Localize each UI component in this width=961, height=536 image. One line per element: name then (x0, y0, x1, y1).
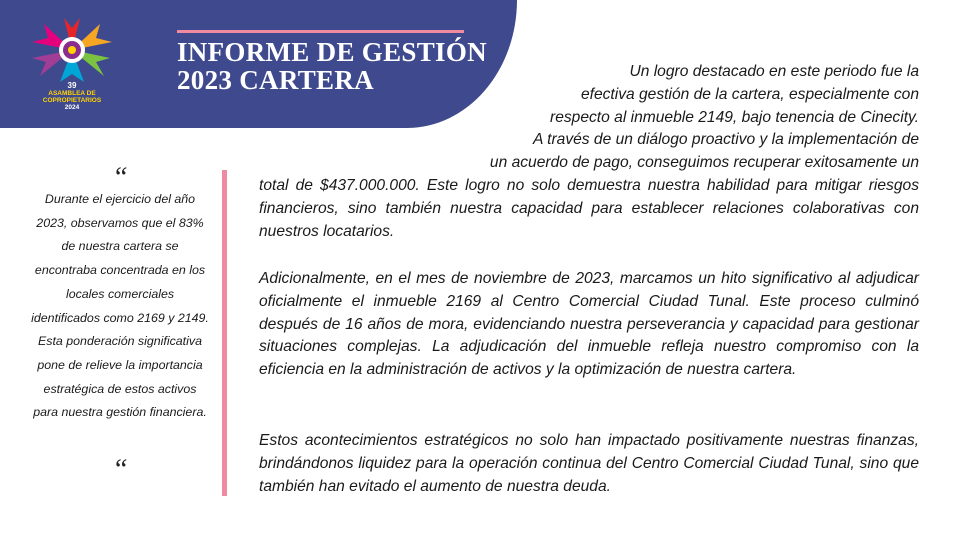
intro-line: Un logro destacado en este periodo fue la (629, 63, 919, 80)
logo-caption-line2: COPROPIETARIOS (42, 97, 102, 104)
intro-line: un acuerdo de pago, conseguimos recuperar exitosamente un (489, 154, 919, 172)
title-rule (177, 30, 464, 33)
logo-caption (26, 82, 118, 111)
title-line-2: 2023 CARTERA (177, 65, 374, 95)
title-line-1: INFORME DE GESTIÓN (177, 37, 487, 67)
logo-year: 2024 (64, 104, 80, 111)
open-quote-icon: “ (112, 162, 128, 193)
intro-line: efectiva gestión de la cartera, especialmente con (580, 85, 919, 103)
assembly-logo (30, 14, 114, 114)
logo-caption-line1: ASAMBLEA DE (48, 90, 96, 97)
paragraph-3: Estos acontecimientos estratégicos no solo han impactado positivamente nuestras finanzas, brindándonos liquidez para la operación continua del Centro Comercial Ciudad Tunal, sino que también han evitado el aumento de nuestra deuda. (259, 432, 919, 495)
intro-line: respecto al inmueble 2149, bajo tenencia de Cinecity. (550, 108, 919, 126)
star-flower-icon (30, 14, 114, 86)
intro-paragraph (490, 61, 919, 175)
page-title (177, 38, 487, 94)
sidebar-quote: Durante el ejercicio del año 2023, observamos que el 83% de nuestra cartera se encontraba concentrada en los locales comerciales identificados como 2169 y 2149. Esta ponderación significativa pone de relieve la importancia estratégica de estos activos para nuestra gestión financiera. (31, 192, 209, 420)
vertical-divider (222, 170, 227, 496)
paragraph-2: Adicionalmente, en el mes de noviembre de 2023, marcamos un hito significativo al adjudicar oficialmente el inmueble 2169 al Centro Comercial Ciudad Tunal. Este proceso culminó después de 16 años de mora, evidenciando nuestra perseverancia y capacidad para gestionar situaciones complejas. La adjudicación del inmueble refleja nuestro compromiso con la eficiencia en la administración de activos y la optimización de nuestra cartera. (259, 270, 919, 379)
paragraph-1: total de $437.000.000. Este logro no solo demuestra nuestra habilidad para mitigar riesgos financieros, sino también nuestra capacidad para establecer relaciones colaborativas con nuestros locatarios. (259, 177, 919, 240)
logo-number: 39 (67, 81, 77, 90)
intro-line: A través de un diálogo proactivo y la implementación de (532, 131, 919, 149)
close-quote-icon: “ (112, 454, 128, 485)
